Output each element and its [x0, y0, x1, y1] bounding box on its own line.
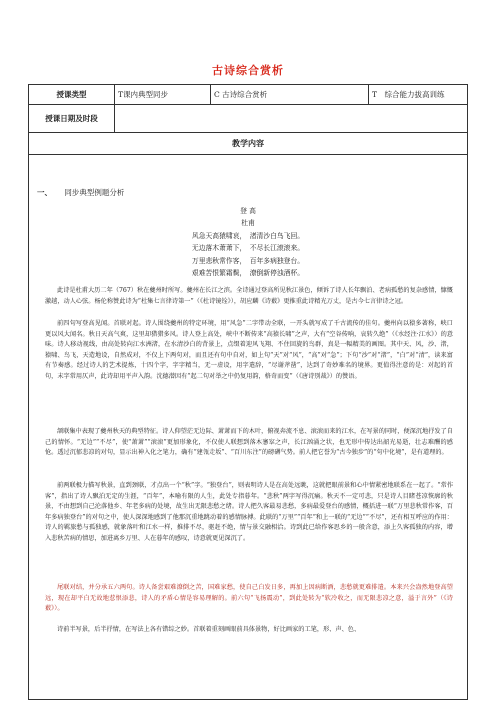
paragraph-last-couplet: 尾联对结，并分承五六两句。诗人备尝艰难潦倒之苦，国难家愁，使自己白发日多，再加上因病断酒，悲愁就更难排遣。本来兴会盎然地登高望远，现在却平白无故地惹恨添悲，诗人的矛盾心情是容易理解的。前六句“飞扬震动”，到此处转为“软冷收之，而无限悲凉之意，溢于言外”（《诗薮》）。	[45, 584, 453, 612]
poem-line: 万里悲秋常作客， 百年多病独登台。	[191, 256, 305, 265]
content-header: 教学内容	[232, 138, 264, 148]
section-number: 一、	[37, 188, 52, 197]
paragraph-second-couplet: 颔联集中表现了夔州秋天的典型特征。诗人仰望茫无边际、萧萧而下的木叶，俯视奔流不息、滚滚而来的江水，在写景的同时，便深沉地抒发了自己的情怀。“无边”“不尽”，使“萧萧”“滚滚”更加形象化，不仅使人联想到落木窸窣之声，长江汹涌之状，也无形中传达出韶光易逝，壮志难酬的感怆。透过沉郁悲凉的对句，显示出神入化之笔力，确有“建瓴走坂”、“百川东注”的磅礴气势。前人把它誉为“古今独步”的“句中化境”，是有道理的。	[45, 428, 453, 456]
poem-line: 无边落木萧萧下， 不尽长江滚滚来。	[191, 244, 305, 253]
lesson-date-row	[29, 105, 467, 133]
poem-author: 杜甫	[241, 219, 255, 228]
lesson-table	[28, 84, 468, 700]
lesson-type-c: C 古诗综合赏析	[211, 85, 369, 104]
poem-line: 艰难苦恨繁霜鬓， 潦倒新停浊酒杯。	[191, 269, 305, 278]
poem-line: 风急天高猿啸哀， 渚清沙白鸟飞回。	[191, 231, 305, 240]
paragraph-first-couplet: 前四句写登高见闻。首联对起。诗人围绕夔州的特定环境，用“风急”二字带动全联，一开头就写成了千古流传的佳句。夔州向以猿多著称，峡口更以风大闻名。秋日天高气爽，这里却猎猎多风。诗人登上高处，峡中不断传来“高猿长啸”之声，大有“空谷传响，哀转久绝”（《水经注·江水》）的意味。诗人移动视线，由高处转向江水洲渚，在水清沙白的背景上，点缀着迎风飞翔、不住回旋的鸟群，真是一幅精美的画图。其中天、风，沙、渚，猿啸、鸟飞，天造地设，自然成对，不仅上下两句对，而且还有句中自对，如上句“天”对“风”，“高”对“急”；下句“沙”对“渚”，“白”对“清”，读来富有节奏感。经过诗人的艺术提炼，十四个字，字字精当，无一虚设，用字遣辞，“尽谢斧凿”，达到了奇妙难名的境界。更值得注意的是：对起的首句，末字常用仄声，此诗却用平声入韵。沈德潜因有“起二句对举之中仍复用韵，格奇而变”（《唐诗别裁》）的赞语。	[45, 320, 453, 380]
section-heading	[37, 187, 124, 198]
lesson-date-label: 授课日期及时段	[29, 105, 115, 132]
lesson-type-label: 授课类型	[29, 85, 115, 104]
lesson-type-s: T 综合能力拔高训练	[372, 90, 445, 99]
lesson-type-t: T课内典型同步	[115, 85, 211, 104]
paragraph-summary: 诗前半写景，后半抒情，在写法上各有错综之妙。首联着重刻画眼前具体景物，好比画家的工笔，形、声、色、	[57, 626, 361, 633]
poem-block	[29, 205, 467, 279]
section-title: 同步典型例题分析	[64, 188, 125, 197]
document-title: 古诗综合赏析	[212, 64, 284, 77]
content-header-row	[29, 133, 467, 155]
lesson-type-row	[29, 85, 467, 105]
paragraph-intro: 此诗是杜甫大历二年（767）秋在夔州时所写。夔州在长江之滨。全诗通过登高所见秋江景色，倾诉了诗人长年飘泊、老病孤愁的复杂感情，慷慨激越，动人心弦。杨伦称赞此诗为“杜集七言律诗第一”（《杜诗镜铨》），胡应麟《诗薮》更推重此诗精光万丈，是古今七言律诗之冠。	[45, 287, 453, 305]
poem-title: 登 高	[240, 207, 256, 215]
paragraph-third-couplet: 前两联极力描写秋景，直到颈联，才点出一个“秋”字。“独登台”，则表明诗人是在高处远眺，这就把眼前景和心中情紧密地联系在一起了。“常作客”，指出了诗人飘泊无定的生涯，“百年”，本喻有限的人生，此处专指暮年。“悲秋”两字写得沉痛。秋天不一定可悲，只是诗人目睹苍凉恢廓的秋景，不由想到自己沦落他乡、年老多病的处境，故生出无限悲愁之绪。诗人把久客最易悲愁，多病最爱登台的感情，概括进一联“万里悲秋常作客，百年多病独登台”的对句之中，使人深深地感到了他那沉重地跳动着的感情脉搏。此联的“万里”“百年”和上一联的“无边”“不尽”，还有相互呼应的作用：诗人的羁旅愁与孤独感，就象落叶和江水一样，推排不尽，驱赶不绝，情与景交融相洽。诗到此已给作客思乡的一般含意，添上久客孤独的内容，增入悲秋苦病的情思，加进离乡万里、人在暮年的感叹，诗意就更见深沉了。	[45, 482, 453, 542]
